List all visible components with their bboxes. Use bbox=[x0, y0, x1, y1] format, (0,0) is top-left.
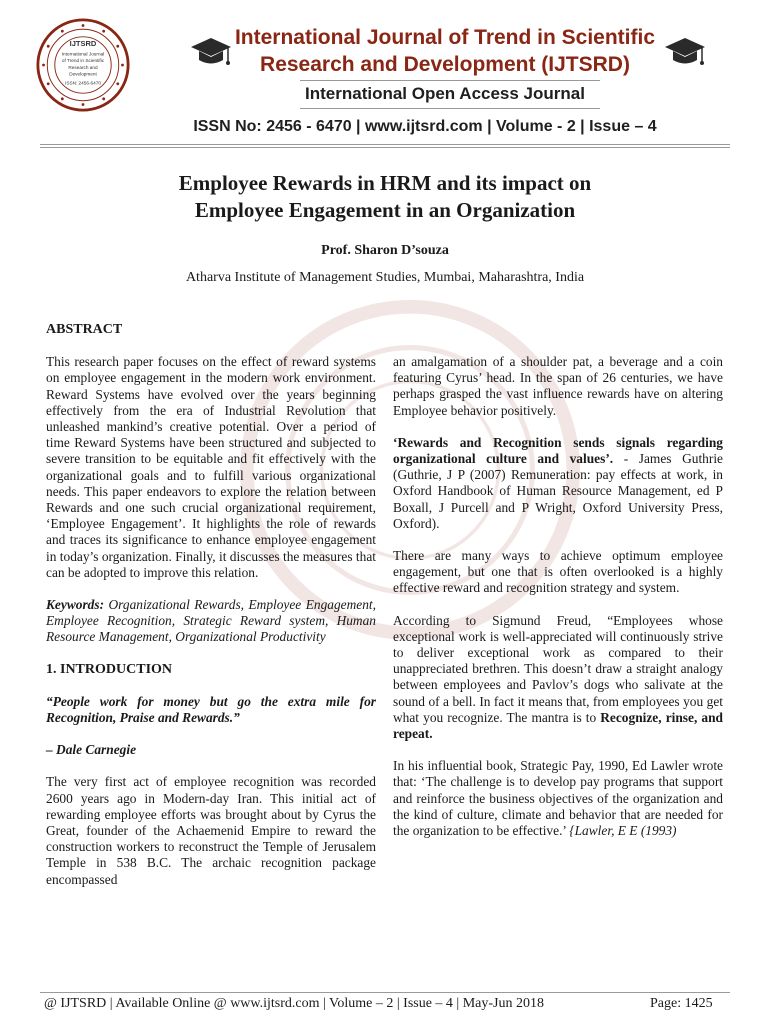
seal-line-4: Research and bbox=[68, 64, 98, 70]
journal-title-line-2: Research and Development (IJTSRD) bbox=[260, 53, 630, 76]
introduction-heading: 1. INTRODUCTION bbox=[46, 661, 173, 677]
freud-mantra: Recognize, rinse, and repeat. bbox=[393, 709, 723, 742]
paper-title bbox=[60, 170, 710, 224]
keywords bbox=[46, 597, 376, 646]
issn-line: ISSN No: 2456 - 6470 | www.ijtsrd.com | Volume - 2 | Issue – 4 bbox=[193, 118, 657, 135]
paper-title-line-1: Employee Rewards in HRM and its impact on bbox=[178, 171, 592, 195]
header-rule bbox=[40, 147, 730, 148]
seal-line-2: International Journal bbox=[61, 51, 105, 57]
left-column bbox=[46, 322, 376, 904]
keywords-text: Organizational Rewards, Employee Engagement, Employee Recognition, Strategic Reward system, Human Resource Management, Organizational Productivity bbox=[46, 597, 376, 645]
journal-title bbox=[230, 24, 660, 78]
footer-rule bbox=[40, 992, 730, 993]
journal-seal-logo bbox=[36, 18, 130, 112]
footer-text: @ IJTSRD | Available Online @ www.ijtsrd.com | Volume – 2 | Issue – 4 | May-Jun 2018 bbox=[44, 996, 545, 1011]
journal-title-line-1: International Journal of Trend in Scientific bbox=[234, 26, 656, 49]
epigraph-quote: “People work for money but go the extra mile for Recognition, Praise and Rewards.” bbox=[46, 693, 376, 726]
lawler-citation: {Lawler, E E (1993) bbox=[569, 823, 677, 839]
header-rule bbox=[40, 144, 730, 145]
guthrie-quote: ‘Rewards and Recognition sends signals regarding organizational culture and values’. bbox=[393, 434, 723, 467]
journal-subtitle: International Open Access Journal bbox=[305, 84, 585, 103]
seal-line-6: ISSN: 2456-6470 bbox=[65, 80, 101, 86]
header-divider bbox=[300, 108, 600, 109]
lawler-text: In his influential book, Strategic Pay, 1990, Ed Lawler wrote that: ‘The challenge is to develop pay programs that support and reinforce the business objectives of the organization and the kind of culture, climate and behavior that are needed for the organization to be effective.’ bbox=[393, 758, 723, 839]
keywords-label: Keywords: bbox=[46, 597, 105, 613]
epigraph-author: – Dale Carnegie bbox=[46, 742, 137, 758]
paragraph bbox=[393, 435, 723, 532]
seal-line-1: IJTSRD bbox=[69, 39, 97, 49]
paragraph bbox=[393, 758, 723, 839]
paper-title-line-2: Employee Engagement in an Organization bbox=[194, 198, 576, 222]
paragraph: There are many ways to achieve optimum employee engagement, but one that is often overlooked is a highly effective reward and recognition strategy and system. bbox=[393, 548, 723, 596]
freud-text: According to Sigmund Freud, “Employees whose exceptional work is well-appreciated will continuously strive to deliver exceptional work as compared to their unappreciated brethren. This doesn’t draw a straight analogy between employees and Pavlov’s dogs who salivate at the sound of a bell. In fact it means that, from employees you get what you recognize. The mantra is to bbox=[393, 612, 723, 725]
seal-line-5: Development bbox=[69, 71, 97, 77]
abstract-heading: ABSTRACT bbox=[46, 322, 123, 337]
author-affiliation: Atharva Institute of Management Studies, Mumbai, Maharashtra, India bbox=[185, 270, 585, 285]
paragraph bbox=[393, 613, 723, 743]
page-number: Page: 1425 bbox=[650, 996, 713, 1011]
seal-line-3: of Trend in Scientific bbox=[61, 58, 105, 64]
introduction-text: The very first act of employee recognition was recorded 2600 years ago in Modern-day Iran. This initial act of rewarding employee efforts was brought about by Cyrus the Great, founder of the Achaemenid Empire to reward the construction workers to reconstruct the Temple of Jerusalem Temple in 538 B.C. The archaic recognition package encompassed bbox=[46, 774, 376, 887]
abstract-text: This research paper focuses on the effect of reward systems on employee engagement in the modern work environment. Reward Systems have evolved over the years beginning effectively from the era of Industrial Revolution that unleashed mankind’s creative potential. Over a period of time Reward Systems have been structured and subjected to severe transition to be equitable and fit effectively with the organizational goals and to fulfill various organizational needs. This paper endeavors to explore the relation between Rewards and one such crucial organizational requirement, ‘Employee Engagement’. It highlights the role of rewards and traces its significance to enhance employee engagement in today’s organization. Finally, it discusses the measures that can be adopted to improve this relation. bbox=[46, 354, 376, 580]
paragraph: an amalgamation of a shoulder pat, a beverage and a coin featuring Cyrus’ head. In the span of 26 centuries, we have perhaps grasped the vast influence rewards have on altering Employee behavior positively. bbox=[393, 354, 723, 418]
author-name: Prof. Sharon D’souza bbox=[321, 243, 449, 258]
right-column bbox=[393, 354, 723, 855]
guthrie-citation: - James Guthrie (Guthrie, J P (2007) Remuneration: pay effects at work, in Oxford Handbook of Human Resource Management, ed P Boxall, J Purcell and P Wright, Oxford University Press, Oxford). bbox=[393, 451, 723, 531]
header-divider bbox=[300, 80, 600, 81]
graduation-cap-icon bbox=[664, 36, 706, 70]
graduation-cap-icon bbox=[190, 36, 232, 70]
